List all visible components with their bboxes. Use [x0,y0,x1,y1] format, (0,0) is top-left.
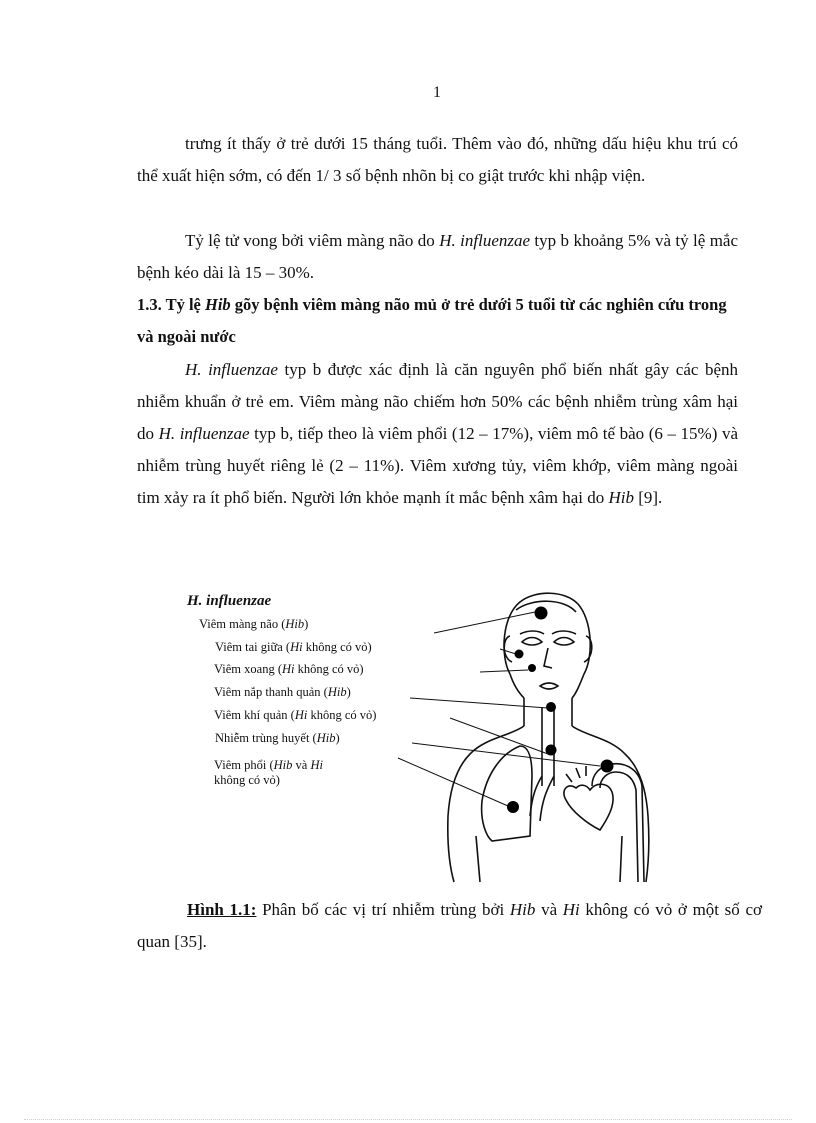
figure-caption [137,894,762,958]
label-tail: không có vỏ) [302,640,372,654]
caption-italic: Hib [509,900,536,919]
pointer-tracheitis [450,718,548,754]
text-run: typ b được xác định là căn nguyên phổ biến nhất gây các bệnh nhiễm khuẩn ở trẻ em. Viêm màng não chiếm hơn 50% các bệnh nhiễm trùng xâm hại do [137,360,738,443]
text-run: typ b, tiếp theo là viêm phổi (12 – 17%), viêm mô tế bào (6 – 15%) và nhiễm trùng huyết riêng lẻ (2 – 11%). Viêm xương tủy, viêm khớp, viêm màng ngoài tim xảy ra ít phổ biến. Người lớn khỏe mạnh ít mắc bệnh xâm hại do [137,424,739,507]
label-tracheitis [214,708,376,723]
text-run: [9]. [633,488,663,507]
paragraph-continuation: trưng ít thấy ở trẻ dưới 15 tháng tuổi. Thêm vào đó, những dấu hiệu khu trú có thể xuất hiện sớm, có đến 1/ 3 số bệnh nhõn bị co giật trước khi nhập viện. [137,134,738,185]
label-text: Viêm xoang ( [214,662,282,676]
text-run: Tỷ lệ tử vong bởi viêm màng não do [185,231,440,250]
label-tail: ) [335,731,340,745]
pointer-epiglottitis [410,698,548,708]
label-italic: Hib [273,758,293,772]
lung-left [482,746,532,841]
caption-text: không có vỏ ở một số cơ quan [35]. [137,900,762,951]
dot-sepsis [601,760,614,773]
text-run: typ b khoảng 5% và tỷ lệ mắc bệnh kéo dài là 15 – 30%. [137,231,739,282]
section-heading [137,289,742,353]
nose [544,648,552,668]
pointer-otitis [500,649,516,654]
heading-italic: Hib [205,295,231,314]
heading-run: gõy bệnh viêm màng não mủ ở trẻ dưới 5 tuổi từ các nghiên cứu trong và ngoài nước [137,295,727,346]
label-italic: Hi [290,640,303,654]
eye-right [554,638,574,646]
label-tail: ) [304,617,309,631]
label-italic: Hib [316,731,336,745]
label-italic: Hi [294,708,308,722]
label-otitis [215,640,372,655]
vessels [566,766,586,782]
pointer-sinusitis [480,670,528,672]
label-italic: Hib [327,685,347,699]
brow-left [520,631,544,634]
label-pneumonia [214,758,323,788]
label-tail: không có vỏ) [307,708,377,722]
caption-label: Hình 1.1: [187,900,257,919]
label-text: Viêm khí quản ( [214,708,295,722]
dot-otitis [515,650,524,659]
dot-sinusitis [528,664,536,672]
caption-text: và [535,900,563,919]
pointer-pneumonia [398,758,508,806]
dot-tracheitis [546,745,557,756]
arm-left [476,836,480,882]
page-bottom-rule [24,1119,792,1120]
label-text: Viêm phổi ( [214,758,274,772]
species-name: H. influenzae [439,231,531,250]
label-tail: không có vỏ) [294,662,364,676]
paragraph-hib-diseases [137,354,738,514]
heart [564,784,613,830]
aorta-inner [600,772,638,882]
caption-text: Phân bố các vị trí nhiễm trùng bởi [256,900,510,919]
species-name: Hib [608,488,634,507]
label-text: Viêm tai giữa ( [215,640,291,654]
label-meningitis [199,617,308,632]
pointer-meningitis [434,612,535,633]
dot-epiglottitis [546,702,556,712]
dot-pneumonia [507,801,519,813]
figure-title: H. influenzae [187,593,272,609]
brow-right [552,631,576,634]
paragraph-mortality [137,225,738,289]
heading-run: 1.3. Tỷ lệ [137,295,205,314]
label-text: Viêm màng não ( [199,617,286,631]
caption-italic: Hi [562,900,580,919]
label-epiglottitis [214,685,351,700]
arm-right [620,836,622,882]
label-italic: Hi [281,662,295,676]
label-text: Viêm nắp thanh quản ( [214,685,328,699]
head-outline-left [510,674,524,698]
page-number: 1 [433,84,441,101]
pointer-sepsis [412,743,600,766]
label-tail: và [292,758,311,772]
label-line2: không có vỏ) [214,773,280,787]
figure-infection-sites [180,586,660,886]
label-italic: Hib [285,617,305,631]
species-name: H. influenzae [158,424,250,443]
mouth [540,683,558,689]
label-italic: Hi [310,758,323,772]
species-name: H. influenzae [185,360,278,379]
dot-meningitis [535,607,548,620]
label-text: Nhiễm trùng huyết ( [215,731,317,745]
label-tail: ) [346,685,351,699]
label-sinusitis [214,662,364,677]
label-sepsis [215,731,340,746]
eye-left [522,638,542,646]
